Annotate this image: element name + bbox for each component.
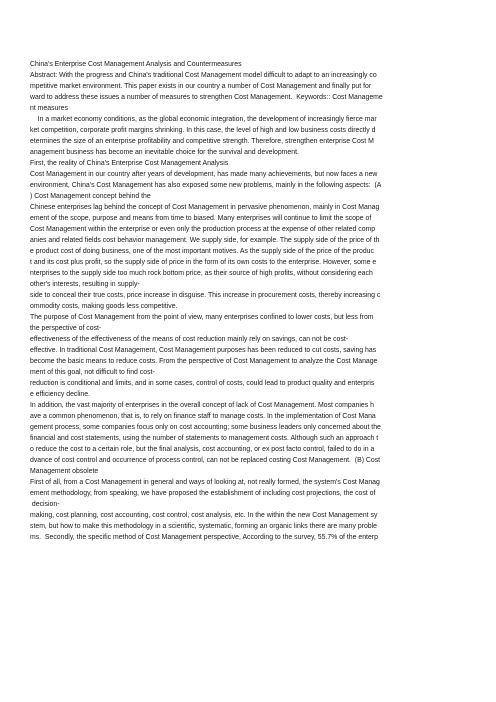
text-line: First of all, from a Cost Management in general and ways of looking at, not really formed, the system's Cost Manag [30,479,380,486]
text-line: nterprises to the supply side too much rock bottom price, as their source of high profits, without considering each [30,270,373,277]
text-line: decision- [30,501,60,508]
text-line: ward to address these issues a number of measures to strengthen Cost Management. Keywords:: Cost Manageme [30,94,383,101]
text-line: The purpose of Cost Management from the point of view, many enterprises confined to lower costs, but less from [30,314,374,321]
text-line: t and its cost plus profit, so the supply side of price in the form of its own costs to the enterprise. However, some e [30,259,377,266]
text-line: ommodity costs, making goods less competitive. [30,303,178,310]
text-line: reduction is conditional and limits, and in some cases, control of costs, could lead to product quality and enterpris [30,380,375,387]
text-line: e product cost of doing business, one of the most important motives. As the supply side of the price of the produc [30,248,374,255]
text-line: financial and cost statements, using the number of statements to management costs. Although such an approach t [30,435,379,442]
text-line: ket competition, corporate profit margins shrinking. In this case, the level of high and low business costs directly d [30,127,376,134]
text-line: become the basic means to reduce costs. From the perspective of Cost Management to analyze the Cost Manage [30,358,378,365]
text-line: e efficiency decline. [30,391,91,398]
text-line: gement process, some companies focus only on cost accounting; some business leaders only concerned about the [30,424,381,431]
text-line: effectiveness of the effectiveness of the means of cost reduction mainly rely on savings, can not be cost- [30,336,349,343]
text-line: other's interests, resulting in supply- [30,281,140,288]
text-line: nt measures [30,105,68,112]
text-line: etermines the size of an enterprise profitability and competitive strength. Therefore, strengthen enterprise Cost M [30,138,374,145]
text-line: In addition, the vast majority of enterprises in the overall concept of lack of Cost Management. Most companies h [30,402,374,409]
text-line: First, the reality of China's Enterprise Cost Management Analysis [30,160,229,167]
text-line: mpetitive market environment. This paper exists in our country a number of Cost Management and finally put for [30,83,372,90]
text-line: Cost Management within the enterprise or even only the production process at the expense of other related comp [30,226,376,233]
text-line: anies and related fields cost behavior management. We supply side, for example. The supply side of the price of th [30,237,380,244]
text-line: side to conceal their true costs, price increase in disguise. This increase in procurement costs, thereby increasing c [30,292,381,299]
text-line: anagement business has become an inevitable choice for the survival and development. [30,149,299,156]
text-line: ement of the scope, purpose and means from time to biased. Many enterprises will continue to limit the scope of [30,215,372,222]
text-line: dvance of cost control and occurrence of process control, can not be replaced costing Cost Management. (B) Cost [30,457,381,464]
text-line: In a market economy conditions, as the global economic integration, the development of increasingly fierce mar [30,116,377,123]
text-line: ) Cost Management concept behind the [30,193,151,200]
text-line: China's Enterprise Cost Management Analysis and Countermeasures [30,61,242,68]
text-line: Management obsolete [30,468,99,475]
text-line: Abstract: With the progress and China's traditional Cost Management model difficult to adapt to an increasingly co [30,72,377,79]
text-line: ment of this goal, not difficult to find cost- [30,369,155,376]
text-line: o reduce the cost to a certain role, but the final analysis, cost accounting, or ex post facto control, failed to do in a [30,446,375,453]
text-line: the perspective of cost- [30,325,102,332]
text-line: ms. Secondly, the specific method of Cost Management perspective, According to the survey, 55.7% of the enterp [30,534,378,541]
text-line: Chinese enterprises lag behind the concept of Cost Management in pervasive phenomenon, mainly in Cost Manag [30,204,380,211]
text-line: Cost Management in our country after years of development, has made many achievements, but now faces a new [30,171,378,178]
text-line: ave a common phenomenon, that is, to rely on finance staff to manage costs. In the implementation of Cost Mana [30,413,376,420]
text-line: ement methodology, from speaking, we have proposed the establishment of including cost projections, the cost of [30,490,376,497]
text-line: making, cost planning, cost accounting, cost control, cost analysis, etc. In the within the new Cost Management sy [30,512,378,519]
text-line: stem, but how to make this methodology in a scientific, systematic, forming an organic links there are many proble [30,523,377,530]
text-line: effective. In traditional Cost Management, Cost Management purposes has been reduced to cut costs, saving has [30,347,377,354]
text-line: environment, China's Cost Management has also exposed some new problems, mainly in the following aspects: (A [30,182,382,189]
document-page [30,59,467,543]
